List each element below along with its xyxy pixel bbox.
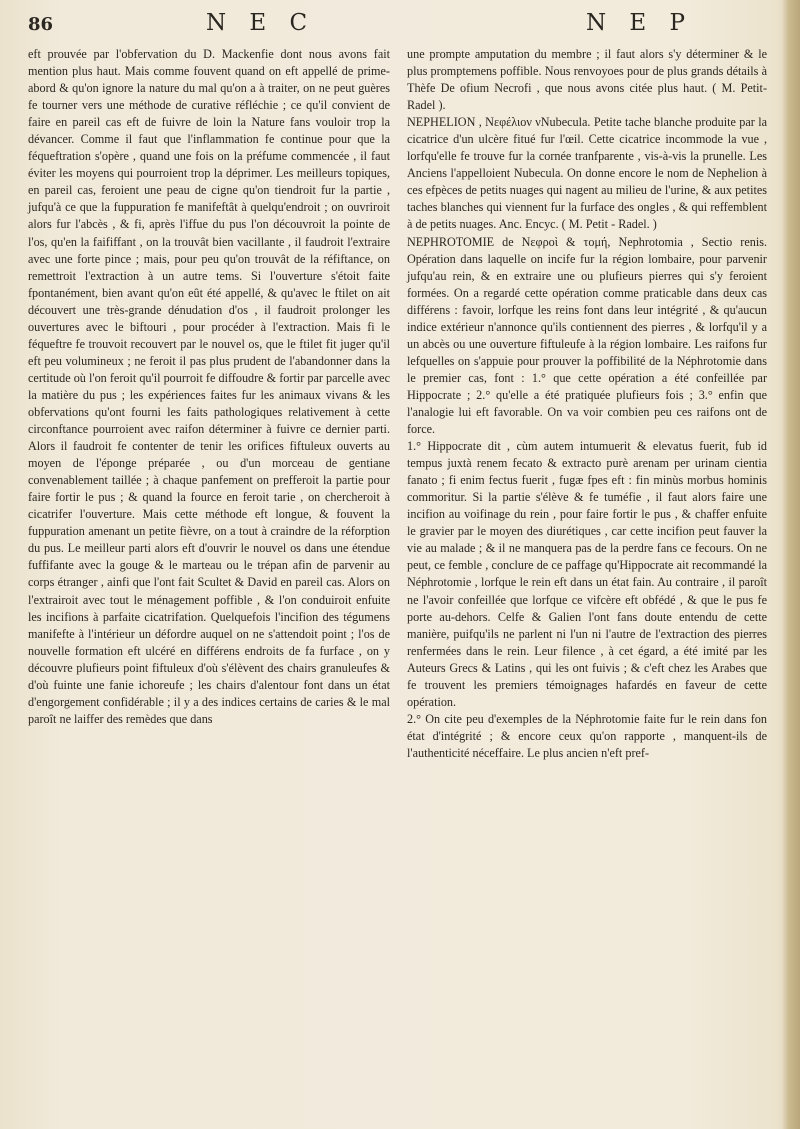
right-running-head: N E P <box>586 10 694 36</box>
running-header <box>28 10 770 44</box>
entry-nephelion: NEPHELION , Νεφέλιον νNubecula. Petite tache blanche produite par la cicatrice d'un ulcère fitué fur l'œil. Cette cicatrice incommode la vue , lorfqu'elle fe trouve fur la cornée tranfparente , vis-à-vis la prunelle. Les Anciens l'appelloient Nubecula. On donne encore le nom de Nephelion à ces efpèces de petits nuages qui nagent au milieu de l'urine, & aux petites taches blanches qui viennent fur la furface des ongles , & qui reffemblent à de petits nuages. Anc. Encyc. ( M. Petit - Radel. ) <box>407 115 767 232</box>
paragraph: une prompte amputation du membre ; il faut alors s'y déterminer & le plus promptemens poffible. Nous renvoyoes pour de plus grands détails à Thèfe De ofium Necrofi , que nous avons citée plus haut. ( M. Petit-Radel ). <box>407 47 767 113</box>
page-number: 86 <box>28 14 54 35</box>
paragraph: eft prouvée par l'obfervation du D. Mackenfie dont nous avons fait mention plus haut. Mais comme fouvent quand on eft appellé de prime-abord & qu'on ignore la nature du mal qu'on a à traiter, on ne peut guères fe tourner vers une méthode de curative réfléchie ; ce qu'il convient de faire en pareil cas eft de fuivre de loin la Nature fans vouloir trop la dévancer. Comme il faut que l'inflammation fe continue pour que la féqueftration s'opère , quand une fois on la préfume commencée , il faut éviter les moyens qui pourroient trop la déprimer. Les meilleurs topiques, en pareil cas, feroient une peau de cigne qu'on tiendroit fur la partie , jufqu'à ce que la fuppuration fe manifeftât à quelqu'endroit ; on ouvriroit alors fur l'abcès , & fi, après l'iffue du pus l'on découvroit la pointe de l'os, qu'en la faififfant , on la trouvât bien vacillante , il faudroit l'extraire avec une forte pince ; mais, pour peu qu'on trouvât de la réfiftance, on remettroit l'extraction à un autre tems. Si l'ouverture s'étoit faite fpontanément, bien avant qu'on eût été appellé, & qu'avec le ftilet on ait découvert une très-grande dénudation d'os , il faudroit prolonger les ouvertures avec le biftouri , pour procéder à l'extraction. Mais fi le féqueftre fe trouvoit recouvert par le nouvel os, que le ftilet fit juger qu'il eft peu volumineux ; ne feroit il pas plus prudent de l'abandonner dans la certitude où l'on feroit qu'il pourroit fe diffoudre & fortir par parcelle avec la matière du pus ; les expériences faites fur les animaux vivans & les obfervations qu'ont fourni les faits pathologiques relativement à cette circonftance pourroient avec raifon déterminer à fuivre ce dernier parti. Alors il faudroit fe contenter de tenir les orifices fiftuleux ouverts au moyen de l'éponge préparée , ou d'un morceau de gentiane convenablement taillée ; à chaque panfement on prefferoit la partie pour faire fortir le pus ; & quand la fource en feroit tarie , on chercheroit à cicatrifer l'ouverture. Mais cette méthode eft longue, & fouvent la fuppuration amenant un petite fièvre, on a tout à craindre de la réforption du pus. Le meilleur parti alors eft d'ouvrir le nouvel os dans une étendue fuffifante avec la gouge & le marteau ou le trépan afin de parvenir au corps étranger , ainfi que l'ont fait Scultet & David en pareil cas. Alors on l'extrairoit avec tout le ménagement poffible , & l'on conduiroit enfuite les incifions à parfaite cicatrifation. Quelquefois l'incifion des tégumens manifefte à l'intérieur un défordre auquel on ne s'attendoit point ; l'os de nouvelle formation eft ulcéré en différens endroits de fa furface , on y découvre plufieurs point fiftuleux d'où s'élèvent des chairs granuleufes & d'où fuinte une fanie ichoreufe ; les chairs d'alentour font dans un état d'engorgement confidérable ; il y a des indices certains de caries & le mal paroît ne laiffer des remèdes que dans <box>28 47 390 726</box>
page-edge <box>782 0 800 1129</box>
left-running-head: N E C <box>206 10 316 36</box>
paragraph: 1.° Hippocrate dit , cùm autem intumuerit & elevatus fuerit, fub id tempus juxtà renem fecato & extracto purè arenam per urinam cientia fanato ; fi enim fectus fuerit , fugæ fpes eft : fin minùs morbus hominis commoritur. Si la partie s'élève & fe tuméfie , il faut alors faire une incifion au voifinage du rein , pour faire fortir le pus , & chaffer enfuite le gravier par le moyen des diurétiques , car cette incifion peut fauver la vie au malade ; & il ne manquera pas de la perdre fans ce fecours. On ne peut, ce femble , conclure de ce paffage qu'Hippocrate ait recommandé la Néphrotomie , lorfque le rein eft dans un état fain. Au contraire , il paroît ne l'avoir confeillée que lorfque ce vifcère eft obfédé , & que le pus fe porte au-dehors. Celfe & Galien l'ont fans doute entendu de cette manière, puifqu'ils ne parlent ni l'un ni l'autre de l'extraction des pierres renfermées dans le rein. Leur filence , à cet égard, a été imité par les Auteurs Grecs & Latins , qui les ont fuivis ; & c'eft chez les Arabes que fe trouvent les premiers témoignages hafardés en faveur de cette opération. <box>407 439 767 709</box>
left-column <box>28 46 390 728</box>
paragraph: 2.° On cite peu d'exemples de la Néphrotomie faite fur le rein dans fon état d'intégrité ; & encore ceux qu'on rapporte , manquent-ils de l'authenticité néceffaire. Le plus ancien n'eft pref- <box>407 711 767 760</box>
entry-nephrotomie: NEPHROTOMIE de Νεφροὶ & τομή, Nephrotomia , Sectio renis. Opération dans laquelle on incife fur la région lombaire, pour parvenir jufqu'au rein, & en extraire une ou plufieurs pierres qui s'y feroient formées. On a regardé cette opération comme praticable dans deux cas différens : favoir, lorfque les reins font dans leur intégrité , & qu'aucun indice extérieur n'annonce qu'ils contiennent des pierres , & lorfqu'il y a un abcès ou une ouverture fiftuleufe à la région lombaire. Les raifons fur lefquelles on s'appuie pour prouver la poffibilité de la Néphrotomie dans le premier cas, font : 1.° que cette opération a été confeillée par Hippocrate ; 2.° qu'elle a été pratiquée plufieurs fois ; 3.° enfin que l'analogie lui eft favorable. On va voir combien peu ces raifons ont de force. <box>407 234 767 437</box>
right-column <box>407 46 767 762</box>
